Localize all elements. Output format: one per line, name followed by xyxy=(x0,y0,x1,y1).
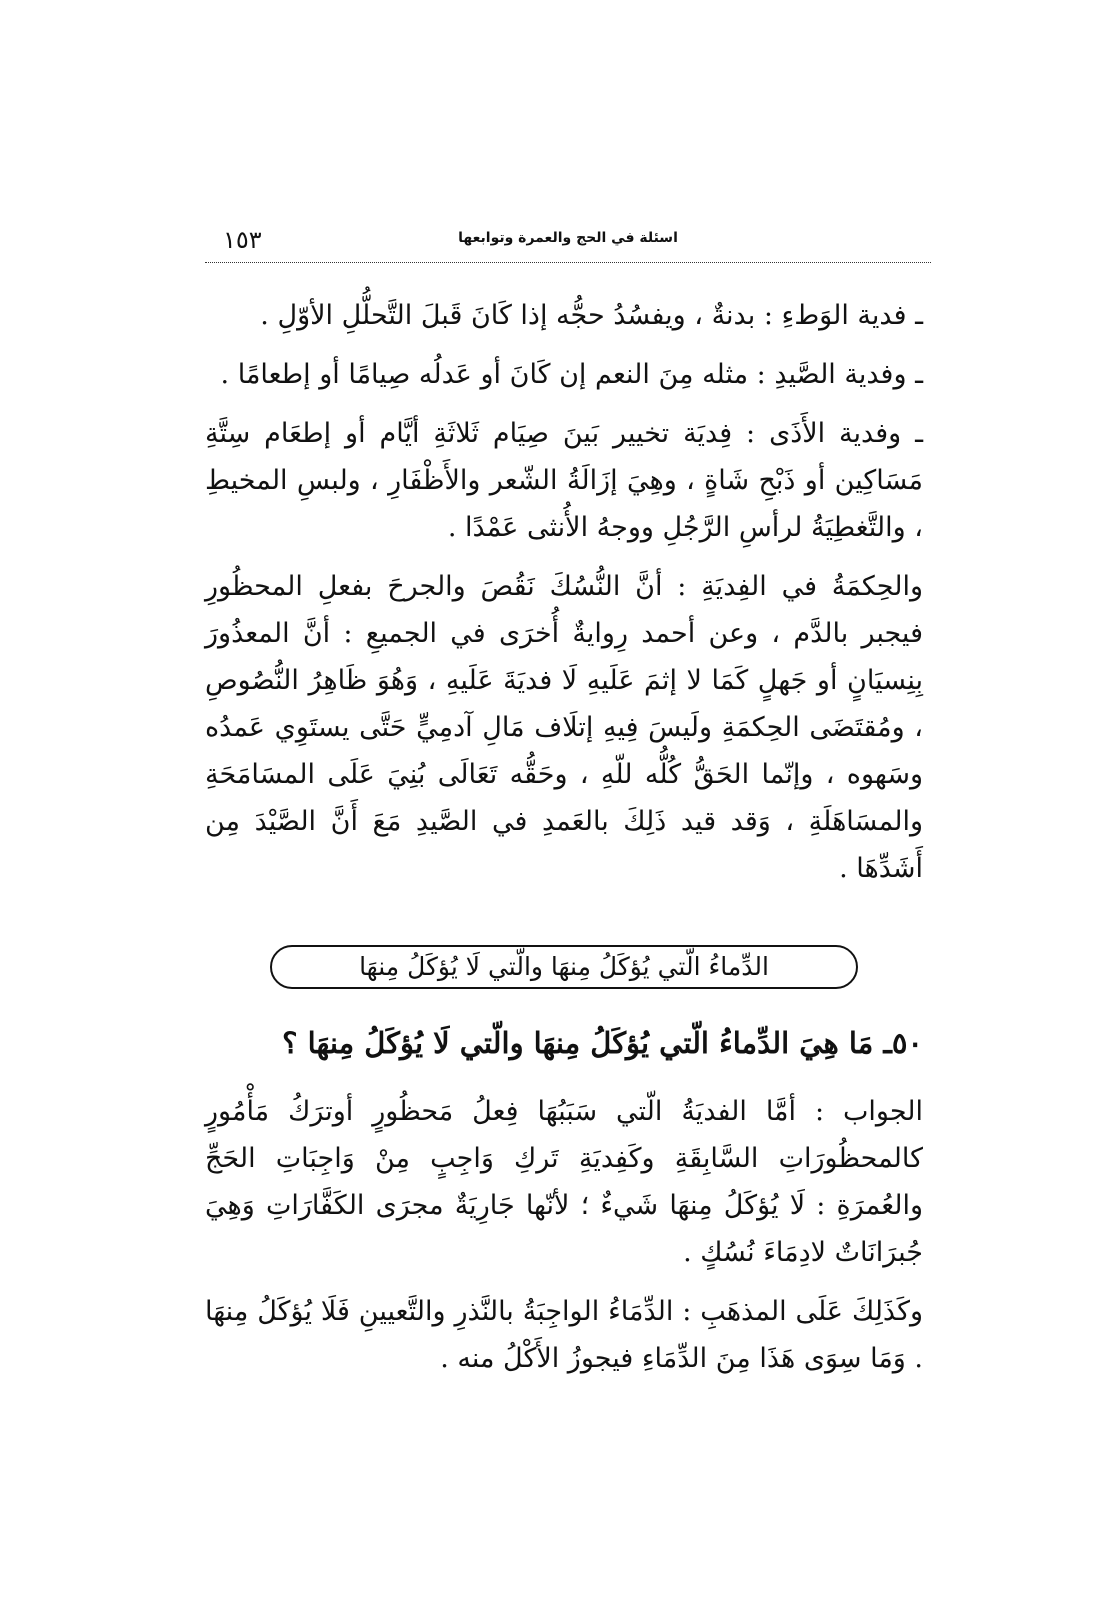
question-number: ٥٠ـ xyxy=(883,1026,923,1060)
paragraph-harm-ransom: ـ وفدية الأَذَى : فِديَة تخيير بَينَ صِيَام ثَلاثَةِ أيَّام أو إطعَام سِتَّةِ مَسَاكِين أو ذَبْحِ شَاةٍ ، وهِيَ إزَالَةُ الشّعر والأَظْفَارِ ، ولبسِ المخيطِ ، والتَّغطِيَةُ لرأسِ الرَّجُلِ ووجهُ الأُنثى عَمْدًا . xyxy=(205,418,923,543)
question-50 xyxy=(205,1020,923,1066)
header-divider xyxy=(205,262,931,263)
paragraph-wisdom-of-ransom: والحِكمَةُ في الفِديَةِ : أنَّ النُّسُكَ نَقُصَ والجرحَ بفعلِ المحظُورِ فيجبر بالدَّم ، وعن أحمد رِوايةٌ أُخرَى في الجميعِ : أنَّ المعذُورَ بِنِسيَانٍ أو جَهلٍ كَمَا لا إثمَ عَلَيهِ لَا فديَةَ عَلَيهِ ، وَهُوَ ظَاهِرُ النُّصُوصِ ، ومُقتَضَى الحِكمَةِ ولَيسَ فِيهِ إتلَاف مَالِ آدمِيٍّ حَتَّى يستَوِي عَمدُه وسَهوه ، وإنّما الحَقُّ كُلُّه للّهِ ، وحَقُّه تَعَالَى بُنِيَ عَلَى المسَامَحَةِ والمسَاهَلَةِ ، وَقد قيد ذَلِكَ بالعَمدِ في الصَّيدِ مَعَ أَنَّ الصَّيْدَ مِن أَشَدِّهَا . xyxy=(205,571,923,884)
question-text: مَا هِيَ الدِّماءُ الّتي يُؤكَلُ مِنهَا والّتي لَا يُؤكَلُ مِنهَا ؟ xyxy=(282,1026,874,1060)
paragraph-hunting-ransom: ـ وفدية الصَّيدِ : مثله مِنَ النعم إن كَانَ أو عَدلُه صِيامًا أو إطعامًا . xyxy=(220,359,923,390)
running-title: اسئلة في الحج والعمرة وتوابعها xyxy=(458,230,678,246)
running-header xyxy=(205,226,931,260)
page-number: ١٥٣ xyxy=(223,226,262,254)
paragraph-wati-ransom: ـ فدية الوَطءِ : بدنةٌ ، ويفسُدُ حجُّه إذا كَانَ قَبلَ التَّحلُّلِ الأوّلِ . xyxy=(260,300,923,331)
paragraph-answer: الجواب : أمَّا الفديَةُ الّتي سَبَبُهَا فِعلُ مَحظُورٍ أوترَكُ مَأْمُورٍ كالمحظُورَاتِ السَّابِقَةِ وكَفِديَةِ تَركِ وَاجِبٍ مِنْ وَاجِبَاتِ الحَجِّ والعُمرَةِ : لَا يُؤكَلُ مِنهَا شَيءٌ ؛ لأنّها جَارِيَةٌ مجرَى الكَفَّارَاتِ وَهِيَ جُبرَانَاتٌ لادِمَاءَ نُسُكٍ . xyxy=(205,1096,923,1268)
section-heading: الدِّماءُ الّتي يُؤكَلُ مِنهَا والّتي لَا يُؤكَلُ مِنهَا xyxy=(270,945,858,989)
body-text-bottom xyxy=(205,1088,923,1382)
body-text-top xyxy=(205,292,923,892)
paragraph-madhhab: وكَذَلِكَ عَلَى المذهَبِ : الدِّمَاءُ الواجِبَةُ بالنَّذرِ والتَّعيينِ فَلَا يُؤكَلُ مِنهَا . وَمَا سِوَى هَذَا مِنَ الدِّمَاءِ فيجوزُ الأَكْلُ منه . xyxy=(205,1296,923,1374)
